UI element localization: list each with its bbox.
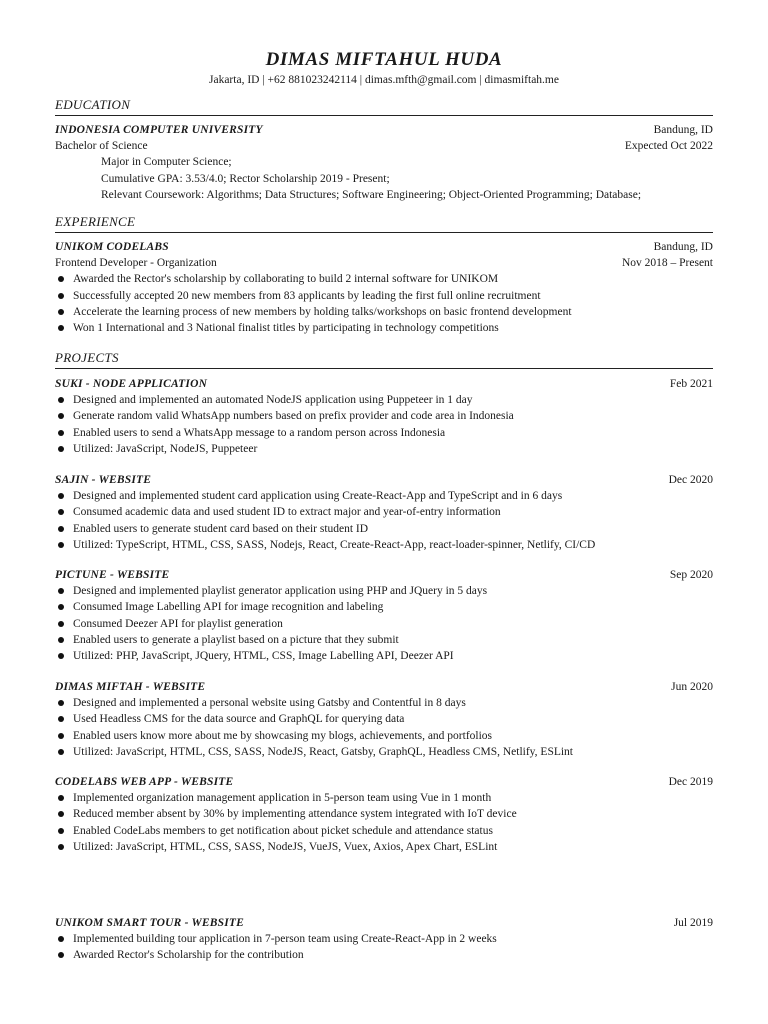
bullet-item: Generate random valid WhatsApp numbers based on prefix provider and code area in Indonesia xyxy=(55,408,713,424)
contact-line: Jakarta, ID | +62 881023242114 | dimas.mfth@gmail.com | dimasmiftah.me xyxy=(209,74,559,86)
project-entry xyxy=(55,472,713,553)
education-detail: Major in Computer Science; xyxy=(101,156,232,169)
project-date: Dec 2020 xyxy=(668,474,713,486)
bullet-item: Enabled users to generate a playlist based on a picture that they submit xyxy=(55,632,713,648)
project-title: SAJIN - WEBSITE xyxy=(55,474,152,486)
bullet-item: Enabled users know more about me by showcasing my blogs, achievements, and portfolios xyxy=(55,728,713,744)
experience-section xyxy=(55,213,713,336)
section-title-experience: EXPERIENCE xyxy=(55,213,713,233)
project-title: CODELABS WEB APP - WEBSITE xyxy=(55,776,234,788)
bullet-item: Used Headless CMS for the data source and GraphQL for querying data xyxy=(55,711,713,727)
bullet-item: Utilized: TypeScript, HTML, CSS, SASS, Nodejs, React, Create-React-App, react-loader-spinner, Netlify, CI/CD xyxy=(55,537,713,553)
project-date: Dec 2019 xyxy=(668,776,713,788)
bullet-item: Utilized: PHP, JavaScript, JQuery, HTML, CSS, Image Labelling API, Deezer API xyxy=(55,648,713,664)
school-location: Bandung, ID xyxy=(653,124,713,136)
projects-section xyxy=(55,349,713,375)
project-date: Jun 2020 xyxy=(671,681,713,693)
candidate-name: DIMAS MIFTAHUL HUDA xyxy=(265,49,503,70)
education-detail: Relevant Coursework: Algorithms; Data Structures; Software Engineering; Object-Oriented Programming; Database; xyxy=(101,188,642,201)
bullet-item: Won 1 International and 3 National finalist titles by participating in technology competitions xyxy=(55,320,713,336)
bullet-item: Utilized: JavaScript, HTML, CSS, SASS, NodeJS, VueJS, Vuex, Axios, Apex Chart, ESLint xyxy=(55,839,713,855)
bullet-item: Implemented organization management application in 5-person team using Vue in 1 month xyxy=(55,790,713,806)
bullet-item: Designed and implemented playlist generator application using PHP and JQuery in 5 days xyxy=(55,583,713,599)
education-degree-row xyxy=(55,138,713,154)
degree: Bachelor of Science xyxy=(55,140,148,153)
bullet-item: Awarded the Rector's scholarship by collaborating to build 2 internal software for UNIKOM xyxy=(55,271,713,287)
bullet-item: Successfully accepted 20 new members from 83 applicants by leading the first full online recruitment xyxy=(55,288,713,304)
experience-org-row xyxy=(55,239,713,255)
bullet-item: Consumed Image Labelling API for image recognition and labeling xyxy=(55,599,713,615)
bullet-item: Consumed academic data and used student ID to extract major and year-of-entry information xyxy=(55,504,713,520)
experience-role-row xyxy=(55,255,713,271)
bullet-item: Reduced member absent by 30% by implementing attendance system integrated with IoT device xyxy=(55,806,713,822)
project-title: SUKI - NODE APPLICATION xyxy=(55,378,208,390)
bullet-item: Enabled users to send a WhatsApp message to a random person across Indonesia xyxy=(55,425,713,441)
project-entry xyxy=(55,915,713,964)
bullet-item: Designed and implemented student card application using Create-React-App and TypeScript and in 6 days xyxy=(55,488,713,504)
bullet-item: Awarded Rector's Scholarship for the contribution xyxy=(55,947,713,963)
bullet-item: Designed and implemented a personal website using Gatsby and Contentful in 8 days xyxy=(55,695,713,711)
experience-date: Nov 2018 – Present xyxy=(621,257,713,270)
education-detail: Cumulative GPA: 3.53/4.0; Rector Scholarship 2019 - Present; xyxy=(101,172,390,185)
project-entry xyxy=(55,774,713,855)
bullet-item: Enabled users to generate student card based on their student ID xyxy=(55,521,713,537)
section-title-education: EDUCATION xyxy=(55,96,713,116)
project-title: PICTUNE - WEBSITE xyxy=(55,569,170,581)
project-entry xyxy=(55,376,713,457)
bullet-item: Enabled CodeLabs members to get notification about picket schedule and attendance status xyxy=(55,823,713,839)
section-title-projects: PROJECTS xyxy=(55,349,713,369)
project-date: Sep 2020 xyxy=(669,569,713,581)
school-name: INDONESIA COMPUTER UNIVERSITY xyxy=(55,124,263,136)
education-org-row xyxy=(55,122,713,138)
graduation-date: Expected Oct 2022 xyxy=(624,140,713,153)
experience-org: UNIKOM CODELABS xyxy=(55,241,169,253)
experience-location: Bandung, ID xyxy=(653,241,713,253)
bullet-item: Utilized: JavaScript, NodeJS, Puppeteer xyxy=(55,441,713,457)
project-title: UNIKOM SMART TOUR - WEBSITE xyxy=(55,917,245,929)
project-title: DIMAS MIFTAH - WEBSITE xyxy=(55,681,206,693)
project-date: Feb 2021 xyxy=(669,378,713,390)
experience-bullets xyxy=(55,271,713,336)
bullet-item: Utilized: JavaScript, HTML, CSS, SASS, NodeJS, React, Gatsby, GraphQL, Headless CMS, Netlify, ESLint xyxy=(55,744,713,760)
bullet-item: Implemented building tour application in 7-person team using Create-React-App in 2 weeks xyxy=(55,931,713,947)
project-date: Jul 2019 xyxy=(673,917,713,929)
project-entry xyxy=(55,567,713,664)
bullet-item: Accelerate the learning process of new members by holding talks/workshops on basic frontend development xyxy=(55,304,713,320)
project-entry xyxy=(55,679,713,760)
bullet-item: Designed and implemented an automated NodeJS application using Puppeteer in 1 day xyxy=(55,392,713,408)
experience-role: Frontend Developer - Organization xyxy=(55,257,217,270)
bullet-item: Consumed Deezer API for playlist generation xyxy=(55,616,713,632)
education-section xyxy=(55,96,713,203)
